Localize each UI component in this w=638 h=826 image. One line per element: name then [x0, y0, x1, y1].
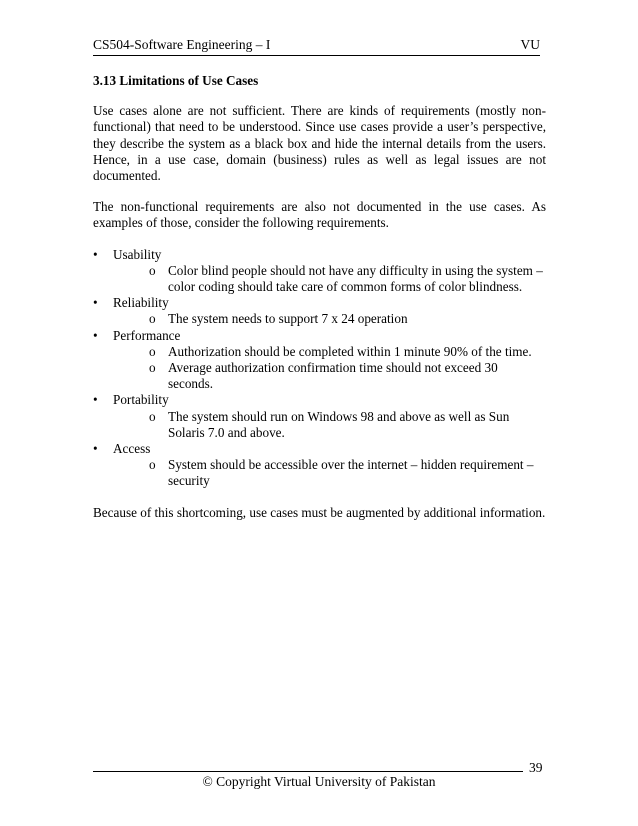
sub-list-item — [149, 409, 546, 441]
institution-abbrev: VU — [520, 37, 540, 52]
sub-list — [113, 263, 546, 295]
sub-list — [113, 344, 546, 393]
circle-bullet-icon: o — [149, 343, 156, 359]
circle-bullet-icon: o — [149, 457, 156, 473]
sub-list-item — [149, 344, 546, 360]
requirement-label: Usability — [113, 246, 162, 262]
sub-list — [113, 311, 546, 327]
footer-divider — [93, 771, 523, 772]
bullet-icon: • — [93, 441, 98, 457]
sub-list-item — [149, 311, 546, 327]
list-item — [93, 295, 546, 327]
page-content — [93, 73, 546, 536]
bullet-icon: • — [93, 246, 98, 262]
requirement-label: Performance — [113, 327, 181, 343]
bullet-icon: • — [93, 295, 98, 311]
course-title: CS504-Software Engineering – I — [93, 37, 271, 52]
requirement-detail: The system should run on Windows 98 and above as well as Sun Solaris 7.0 and above. — [168, 408, 510, 440]
requirement-detail: System should be accessible over the internet – hidden requirement – security — [168, 457, 534, 489]
sub-list — [113, 409, 546, 441]
list-item — [93, 328, 546, 393]
sub-list-item — [149, 360, 546, 392]
bullet-icon: • — [93, 392, 98, 408]
sub-list-item — [149, 457, 546, 489]
requirement-detail: Color blind people should not have any difficulty in using the system – color coding should take care of common forms of color blindness. — [168, 262, 543, 295]
circle-bullet-icon: o — [149, 360, 156, 376]
requirement-detail: Average authorization confirmation time should not exceed 30 seconds. — [168, 360, 498, 392]
circle-bullet-icon: o — [149, 311, 156, 327]
page-header — [93, 37, 540, 56]
requirement-label: Reliability — [113, 295, 169, 311]
copyright-notice: © Copyright Virtual University of Pakistan — [202, 774, 436, 789]
list-item — [93, 247, 546, 296]
requirements-list — [93, 247, 546, 490]
requirement-detail: The system needs to support 7 x 24 operation — [168, 311, 408, 327]
requirement-label: Access — [113, 441, 151, 457]
paragraph: The non-functional requirements are also not documented in the use cases. As examples of those, consider the following requirements. — [93, 199, 546, 231]
sub-list-item — [149, 263, 546, 295]
circle-bullet-icon: o — [149, 262, 156, 278]
list-item — [93, 392, 546, 441]
requirement-detail: Authorization should be completed within 1 minute 90% of the time. — [168, 343, 532, 359]
conclusion-paragraph: Because of this shortcoming, use cases must be augmented by additional information. — [93, 504, 546, 520]
section-title: 3.13 Limitations of Use Cases — [93, 73, 259, 88]
circle-bullet-icon: o — [149, 408, 156, 424]
sub-list — [113, 457, 546, 489]
requirement-label: Portability — [113, 392, 169, 408]
paragraph: Use cases alone are not sufficient. There are kinds of requirements (mostly non-functional) that need to be understood. Since use cases provide a user’s perspective, they describe the system as a black box and hide the internal details from the users. Hence, in a use case, domain (business) rules as well as legal issues are not documented. — [93, 103, 546, 184]
list-item — [93, 441, 546, 490]
bullet-icon: • — [93, 327, 98, 343]
page-number: 39 — [529, 760, 543, 775]
